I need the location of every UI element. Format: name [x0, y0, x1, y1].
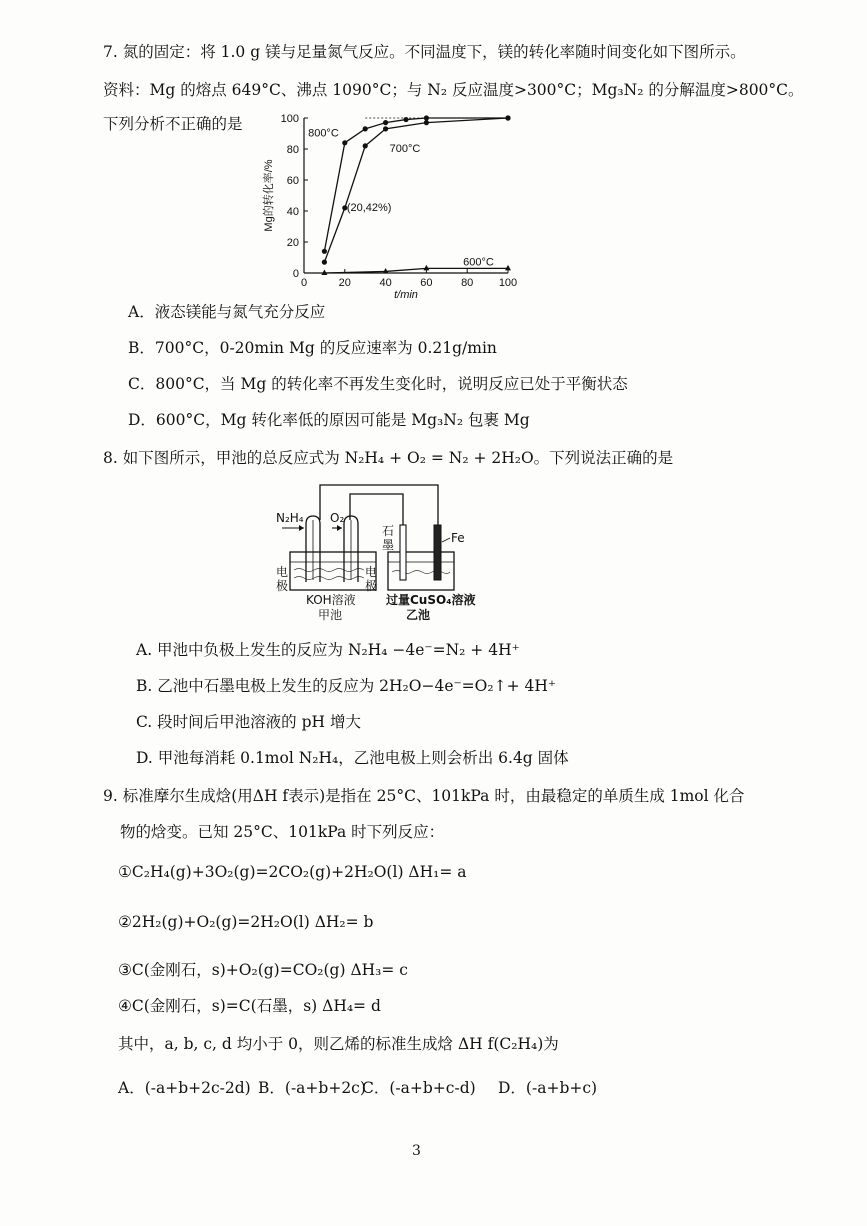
q9-stem-line2: 物的焓变。已知 25°C、101kPa 时下列反应：	[120, 823, 445, 841]
electrochemical-cell-diagram	[268, 480, 488, 625]
q9-reaction-4: ④C(金刚石，s)=C(石墨，s) ΔH₄= d	[118, 997, 381, 1015]
q9-reaction-1: ①C₂H₄(g)+3O₂(g)=2CO₂(g)+2H₂O(l) ΔH₁= a	[118, 863, 467, 881]
label-koh: KOH溶液	[306, 593, 356, 607]
q9-stem-line1: 9. 标准摩尔生成焓(用ΔH f表示)是指在 25°C、101kPa 时，由最稳定的单质生成 1mol 化合	[103, 787, 745, 805]
series-line-1	[324, 118, 508, 262]
label-electrode-right-2: 极	[365, 579, 378, 593]
y-tick-label: 40	[286, 206, 299, 218]
label-electrode-left-1: 电	[276, 565, 289, 579]
annotation-label: (20,42%)	[346, 202, 392, 214]
page-number: 3	[412, 1143, 421, 1159]
y-axis-label: Mg的转化率/%	[263, 159, 275, 232]
y-tick-label: 80	[286, 144, 299, 156]
series-label: 800°C	[308, 127, 339, 140]
q7-ask: 下列分析不正确的是	[103, 115, 243, 133]
data-point	[322, 249, 327, 254]
label-graphite-1: 石	[382, 524, 395, 538]
q8-stem: 8. 如下图所示，甲池的总反应式为 N₂H₄ + O₂ = N₂ + 2H₂O。下列说法正确的是	[103, 449, 674, 467]
label-jia: 甲池	[318, 608, 343, 622]
label-electrode-left-2: 极	[276, 579, 289, 593]
label-yi: 乙池	[406, 608, 431, 622]
q9-option-d: D．(-a+b+c)	[498, 1079, 598, 1097]
series-label: 600°C	[463, 256, 494, 269]
label-electrode-right-1: 电	[365, 565, 378, 579]
data-point	[322, 260, 327, 265]
label-cuso4: 过量CuSO₄溶液	[386, 593, 476, 607]
label-n2h4: N₂H₄	[276, 511, 304, 525]
q8-option-d: D. 甲池每消耗 0.1mol N₂H₄，乙池电极上则会析出 6.4g 固体	[136, 749, 569, 767]
q9-option-c: C．(-a+b+c-d)	[362, 1079, 476, 1097]
data-point	[423, 265, 429, 271]
q7-option-b: B．700°C，0-20min Mg 的反应速率为 0.21g/min	[128, 339, 497, 357]
graphite-electrode	[400, 525, 406, 580]
data-point	[403, 117, 408, 122]
fe-electrode	[434, 525, 441, 580]
x-tick-label: 80	[461, 277, 474, 289]
q7-option-d: D．600°C，Mg 转化率低的原因可能是 Mg₃N₂ 包裹 Mg	[128, 411, 530, 429]
data-point	[363, 126, 368, 131]
q9-option-a: A．(-a+b+2c-2d)	[118, 1079, 251, 1097]
q9-option-b: B．(-a+b+2c)	[258, 1079, 366, 1097]
x-tick-label: 60	[420, 277, 433, 289]
q7-material: 资料：Mg 的熔点 649°C、沸点 1090°C；与 N₂ 反应温度>300°C；Mg₃N₂ 的分解温度>800°C。	[103, 81, 804, 99]
data-point	[342, 140, 347, 145]
y-tick-label: 0	[292, 268, 299, 280]
q7-stem: 7. 氮的固定：将 1.0 g 镁与足量氮气反应。不同温度下，镁的转化率随时间变化如下图所示。	[103, 43, 746, 61]
data-point	[505, 115, 510, 120]
data-point	[383, 120, 388, 125]
series-line-2	[324, 268, 508, 273]
data-point	[505, 265, 511, 271]
beaker-jia	[290, 552, 376, 590]
q9-reaction-3: ③C(金刚石，s)+O₂(g)=CO₂(g) ΔH₃= c	[118, 961, 408, 979]
q7-option-a: A．液态镁能与氮气充分反应	[128, 303, 326, 321]
x-tick-label: 40	[379, 277, 392, 289]
data-point	[383, 126, 388, 131]
q8-option-a: A. 甲池中负极上发生的反应为 N₂H₄ −4e⁻=N₂ + 4H⁺	[136, 641, 520, 659]
q8-option-b: B. 乙池中石墨电极上发生的反应为 2H₂O−4e⁻=O₂↑+ 4H⁺	[136, 677, 557, 695]
beaker-yi	[388, 552, 454, 590]
q8-option-c: C. 段时间后甲池溶液的 pH 增大	[136, 713, 361, 731]
data-point	[363, 143, 368, 148]
label-fe: Fe	[451, 531, 465, 545]
label-o2: O₂	[330, 511, 345, 525]
data-point	[424, 115, 429, 120]
x-tick-label: 100	[498, 277, 518, 289]
x-axis-label: t/min	[394, 289, 418, 301]
series-label: 700°C	[389, 143, 421, 156]
y-tick-label: 20	[286, 237, 299, 249]
y-tick-label: 60	[286, 175, 299, 187]
label-graphite-2: 墨	[382, 538, 395, 552]
y-tick-label: 100	[280, 113, 299, 125]
q9-condition: 其中，a, b, c, d 均小于 0，则乙烯的标准生成焓 ΔH f(C₂H₄)为	[118, 1035, 559, 1053]
x-tick-label: 20	[338, 277, 351, 289]
x-tick-label: 0	[300, 277, 308, 289]
data-point	[321, 270, 327, 276]
q7-option-c: C．800°C，当 Mg 的转化率不再发生变化时，说明反应已处于平衡状态	[128, 375, 628, 393]
data-point	[424, 120, 429, 125]
q9-reaction-2: ②2H₂(g)+O₂(g)=2H₂O(l) ΔH₂= b	[118, 913, 374, 931]
conversion-chart	[258, 108, 528, 308]
